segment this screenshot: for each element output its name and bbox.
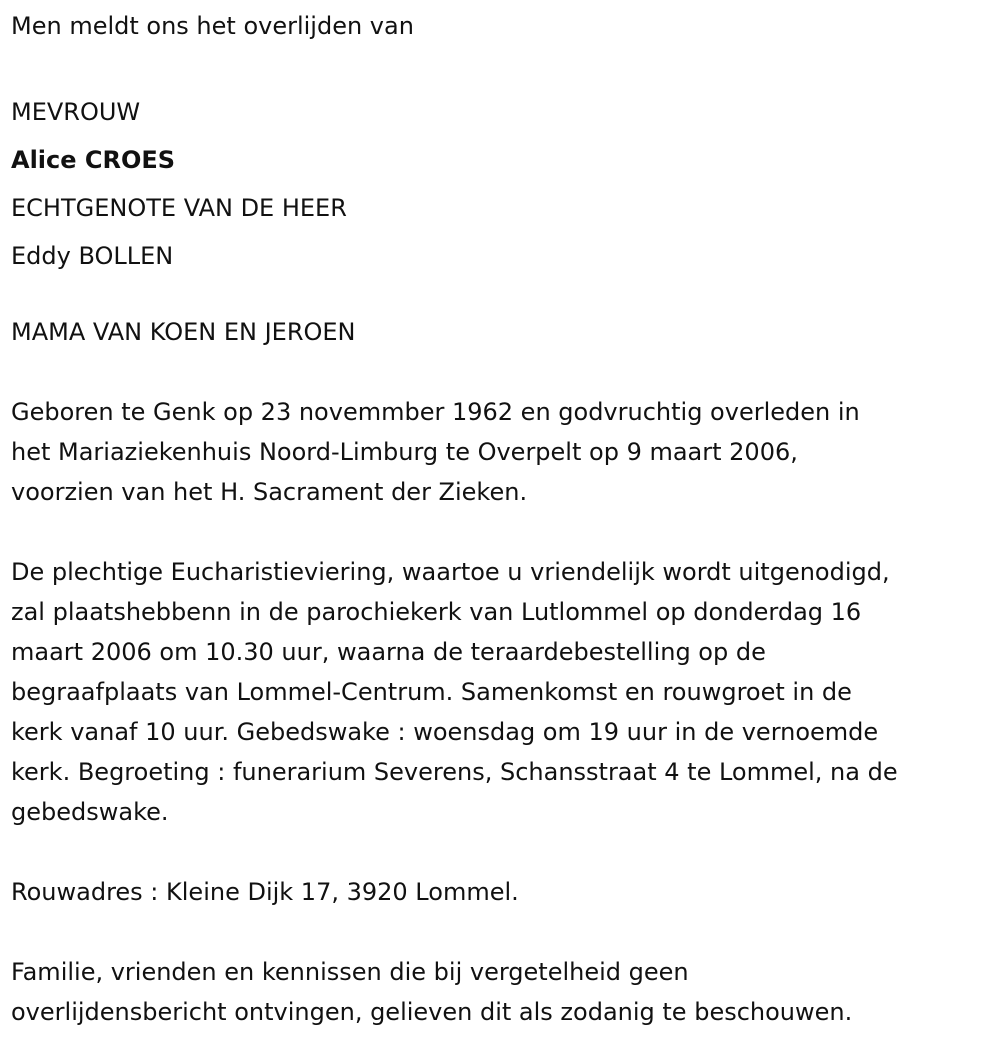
spacer (11, 912, 990, 952)
paragraph-line: zal plaatshebbenn in de parochiekerk van Lutlommel op donderdag 16 (11, 598, 862, 626)
title-line: MEVROUW (11, 98, 141, 126)
intro-line: Men meldt ons het overlijden van (11, 12, 414, 40)
spacer (11, 280, 990, 312)
paragraph-line: Geboren te Genk op 23 novemmber 1962 en godvruchtig overleden in (11, 398, 860, 426)
address-line: Rouwadres : Kleine Dijk 17, 3920 Lommel. (11, 878, 519, 906)
children-line: MAMA VAN KOEN EN JEROEN (11, 318, 356, 346)
spacer (11, 44, 990, 88)
paragraph-line: het Mariaziekenhuis Noord-Limburg te Overpelt op 9 maart 2006, (11, 438, 798, 466)
spouse-name: Eddy BOLLEN (11, 242, 174, 270)
paragraph-line: De plechtige Eucharistieviering, waartoe u vriendelijk wordt uitgenodigd, (11, 558, 890, 586)
paragraph-line: kerk. Begroeting : funerarium Severens, Schansstraat 4 te Lommel, na de (11, 758, 898, 786)
paragraph-line: Familie, vrienden en kennissen die bij vergetelheid geen (11, 958, 689, 986)
paragraph-line: kerk vanaf 10 uur. Gebedswake : woensdag om 19 uur in de vernoemde (11, 718, 879, 746)
paragraph-line: voorzien van het H. Sacrament der Zieken. (11, 478, 528, 506)
deceased-name: Alice CROES (11, 146, 176, 174)
paragraph-line: maart 2006 om 10.30 uur, waarna de teraardebestelling op de (11, 638, 766, 666)
spacer (11, 512, 990, 552)
paragraph-line: gebedswake. (11, 798, 169, 826)
birth-death-paragraph (11, 392, 990, 512)
spacer (11, 832, 990, 872)
relation-line: ECHTGENOTE VAN DE HEER (11, 194, 347, 222)
paragraph-line: overlijdensbericht ontvingen, gelieven dit als zodanig te beschouwen. (11, 998, 853, 1026)
closing-paragraph (11, 952, 990, 1032)
ceremony-paragraph (11, 552, 990, 832)
paragraph-line: begraafplaats van Lommel-Centrum. Samenkomst en rouwgroet in de (11, 678, 852, 706)
spacer (11, 352, 990, 392)
